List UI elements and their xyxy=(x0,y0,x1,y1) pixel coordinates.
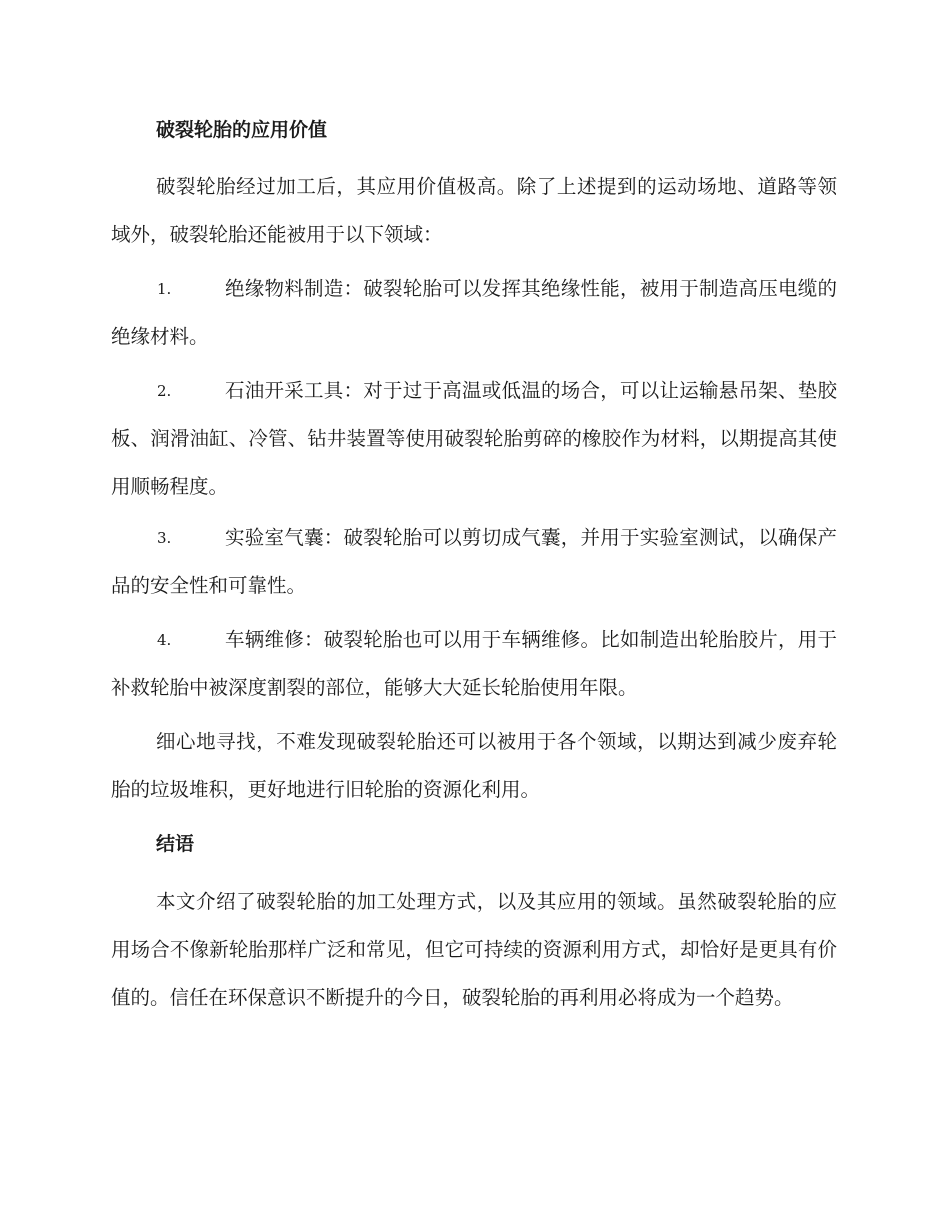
closing-paragraph: 细心地寻找，不难发现破裂轮胎还可以被用于各个领域，以期达到减少废弃轮胎的垃圾堆积，更好地进行旧轮胎的资源化利用。 xyxy=(111,730,837,801)
section-heading-application-value: 破裂轮胎的应用价值 xyxy=(156,119,328,141)
list-item xyxy=(111,367,837,511)
list-item xyxy=(111,514,837,610)
list-item xyxy=(111,265,837,361)
list-item-text: 实验室气囊：破裂轮胎可以剪切成气囊，并用于实验室测试，以确保产品的安全性和可靠性。 xyxy=(111,526,837,597)
list-item-number: 2. xyxy=(157,382,172,400)
list-item xyxy=(111,616,837,712)
list-item-text: 石油开采工具：对于过于高温或低温的场合，可以让运输悬吊架、垫胶板、润滑油缸、冷管、钻井装置等使用破裂轮胎剪碎的橡胶作为材料，以期提高其使用顺畅程度。 xyxy=(111,379,837,498)
list-item-text: 车辆维修：破裂轮胎也可以用于车辆维修。比如制造出轮胎胶片，用于补救轮胎中被深度割裂的部位，能够大大延长轮胎使用年限。 xyxy=(111,628,837,699)
list-item-text: 绝缘物料制造：破裂轮胎可以发挥其绝缘性能，被用于制造高压电缆的绝缘材料。 xyxy=(111,277,837,348)
conclusion-paragraph: 本文介绍了破裂轮胎的加工处理方式，以及其应用的领域。虽然破裂轮胎的应用场合不像新轮胎那样广泛和常见，但它可持续的资源利用方式，却恰好是更具有价值的。信任在环保意识不断提升的今日，破裂轮胎的再利用必将成为一个趋势。 xyxy=(111,890,837,1009)
list-item-number: 1. xyxy=(157,280,172,298)
section-heading-conclusion: 结语 xyxy=(156,833,195,855)
list-item-number: 4. xyxy=(157,631,172,649)
intro-paragraph: 破裂轮胎经过加工后，其应用价值极高。除了上述提到的运动场地、道路等领域外，破裂轮胎还能被用于以下领域： xyxy=(111,175,837,246)
list-item-number: 3. xyxy=(157,529,172,547)
